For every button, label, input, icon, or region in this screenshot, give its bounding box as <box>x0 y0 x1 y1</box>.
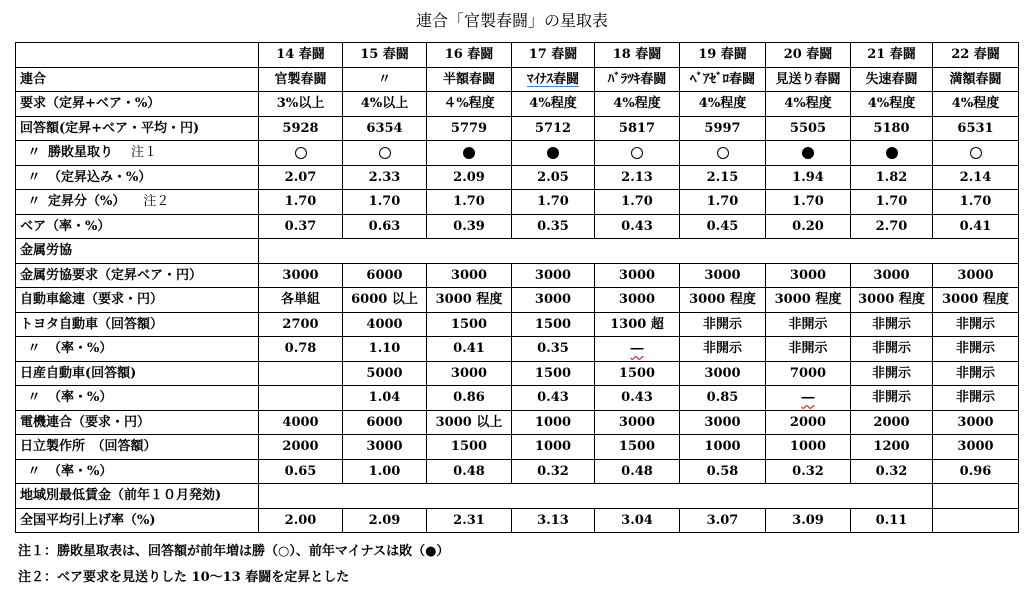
table-cell: 0.86 <box>427 386 512 411</box>
row-label-text: 日産自動車(回答額) <box>20 365 137 381</box>
row-label <box>16 386 259 411</box>
table-cell: 非開示 <box>766 337 851 362</box>
column-header: 21 春闘 <box>851 43 933 68</box>
row-label <box>16 459 259 484</box>
table-row <box>16 214 1019 239</box>
column-header: 22 春闘 <box>933 43 1019 68</box>
row-label <box>16 361 259 386</box>
table-cell: 非開示 <box>766 312 851 337</box>
table-cell: 3000 <box>933 263 1019 288</box>
table-cell: 3000 <box>427 263 512 288</box>
row-label <box>16 288 259 313</box>
table-cell <box>259 141 343 166</box>
table-cell <box>933 484 1019 509</box>
table-cell: 1000 <box>766 435 851 460</box>
column-header: 16 春闘 <box>427 43 512 68</box>
footnote-1: 注１：勝敗星取表は、回答額が前年増は勝（○）、前年マイナスは敗（●） <box>18 544 450 559</box>
table-cell: 0.58 <box>680 459 766 484</box>
table-cell: 4%程度 <box>766 92 851 117</box>
row-label-text: 金属労協 <box>20 243 73 259</box>
table-cell: 6531 <box>933 116 1019 141</box>
table-cell: ― <box>595 337 680 362</box>
table-row <box>16 165 1019 190</box>
table-cell: 1000 <box>512 410 595 435</box>
table-cell: 4%程度 <box>933 92 1019 117</box>
row-label-text: （率・%） <box>48 390 113 406</box>
table-cell: 0.43 <box>595 214 680 239</box>
table-cell: 3.04 <box>595 508 680 533</box>
table-row <box>16 410 1019 435</box>
row-label-text: 回答額(定昇+ベア・平均・円) <box>20 120 200 136</box>
ditto-mark: 〃 <box>27 145 41 161</box>
table-cell <box>766 141 851 166</box>
table-cell: 3000 程度 <box>766 288 851 313</box>
table-cell: 0.32 <box>512 459 595 484</box>
table-cell: 3000 <box>680 361 766 386</box>
table-cell: 1500 <box>512 312 595 337</box>
row-label <box>16 116 259 141</box>
table-cell: 非開示 <box>851 361 933 386</box>
table-cell: 7000 <box>766 361 851 386</box>
table-row <box>16 484 1019 509</box>
table-row <box>16 190 1019 215</box>
row-label <box>16 312 259 337</box>
loss-circle-icon <box>463 147 475 159</box>
table-cell: ４%程度 <box>427 92 512 117</box>
section-filler <box>259 239 1019 264</box>
table-cell <box>259 386 343 411</box>
table-cell: 1.70 <box>933 190 1019 215</box>
table-cell: 半額春闘 <box>427 67 512 92</box>
table-cell: 2000 <box>766 410 851 435</box>
table-cell: 0.39 <box>427 214 512 239</box>
row-label-text: 要求（定昇+ベア・%） <box>20 96 161 112</box>
table-cell: 3000 程度 <box>680 288 766 313</box>
table-cell: 非開示 <box>851 337 933 362</box>
table-cell: 3%以上 <box>259 92 343 117</box>
row-label <box>16 410 259 435</box>
table-cell: 6000 <box>343 410 427 435</box>
table-cell <box>851 141 933 166</box>
table-cell: 2.33 <box>343 165 427 190</box>
table-cell: 4000 <box>259 410 343 435</box>
table-cell: 0.63 <box>343 214 427 239</box>
table-cell <box>427 141 512 166</box>
table-cell: 6354 <box>343 116 427 141</box>
table-cell: 3000 <box>680 263 766 288</box>
table-cell: 3000 <box>512 263 595 288</box>
row-label <box>16 435 259 460</box>
table-cell: 1000 <box>512 435 595 460</box>
table-cell: 0.32 <box>851 459 933 484</box>
table-cell: 1000 <box>680 435 766 460</box>
table-cell: 0.78 <box>259 337 343 362</box>
table-cell: 1.10 <box>343 337 427 362</box>
table-cell: 3000 <box>680 410 766 435</box>
table-row <box>16 386 1019 411</box>
table-cell: 3.13 <box>512 508 595 533</box>
row-label-text: 自動車総連（要求・円） <box>20 292 164 308</box>
table-cell: 5712 <box>512 116 595 141</box>
row-label <box>16 141 259 166</box>
row-label <box>16 67 259 92</box>
table-cell: 3000 <box>512 288 595 313</box>
star-table <box>15 42 1019 533</box>
table-cell: 4%程度 <box>512 92 595 117</box>
table-cell: 2.09 <box>427 165 512 190</box>
row-label-text: 電機連合（要求・円） <box>20 414 151 430</box>
row-label-text: 勝敗星取り <box>48 145 114 161</box>
table-cell: 0.20 <box>766 214 851 239</box>
table-cell: 2.14 <box>933 165 1019 190</box>
table-cell: ﾊﾞﾗﾂｷ春闘 <box>595 67 680 92</box>
row-label <box>16 214 259 239</box>
table-cell: 0.11 <box>851 508 933 533</box>
table-cell: 4%程度 <box>680 92 766 117</box>
table-cell: 1.70 <box>595 190 680 215</box>
table-cell: 非開示 <box>933 361 1019 386</box>
row-label <box>16 92 259 117</box>
table-cell: 2700 <box>259 312 343 337</box>
table-cell: 0.96 <box>933 459 1019 484</box>
section-filler <box>259 484 933 509</box>
table-cell <box>933 141 1019 166</box>
table-cell: 1.70 <box>427 190 512 215</box>
header-row <box>16 43 1019 68</box>
table-cell: 1500 <box>427 312 512 337</box>
table-cell <box>595 141 680 166</box>
row-note: 注１ <box>131 145 158 161</box>
table-cell: 5505 <box>766 116 851 141</box>
table-cell: 1200 <box>851 435 933 460</box>
table-row <box>16 508 1019 533</box>
table-cell <box>259 361 343 386</box>
table-cell <box>933 508 1019 533</box>
table-cell: 0.65 <box>259 459 343 484</box>
row-note: 注２ <box>143 194 170 210</box>
table-cell: 3000 程度 <box>933 288 1019 313</box>
row-label-text: ベア（率・%） <box>20 218 111 234</box>
table-cell: 〃 <box>343 67 427 92</box>
table-cell: 失速春闘 <box>851 67 933 92</box>
table-row <box>16 459 1019 484</box>
table-row <box>16 141 1019 166</box>
table-cell: 非開示 <box>680 312 766 337</box>
row-label <box>16 239 259 264</box>
table-cell: 4%程度 <box>851 92 933 117</box>
table-cell: 1.00 <box>343 459 427 484</box>
table-cell: 非開示 <box>851 312 933 337</box>
table-row <box>16 67 1019 92</box>
table-row <box>16 239 1019 264</box>
table-cell: 0.37 <box>259 214 343 239</box>
table-cell: 2000 <box>259 435 343 460</box>
table-cell: 5000 <box>343 361 427 386</box>
table-cell: 2.15 <box>680 165 766 190</box>
table-cell: 1.70 <box>343 190 427 215</box>
table-cell: 2.31 <box>427 508 512 533</box>
table-cell <box>343 141 427 166</box>
table-row <box>16 337 1019 362</box>
table-cell: 非開示 <box>933 337 1019 362</box>
table-cell: 1500 <box>595 435 680 460</box>
loss-circle-icon <box>547 147 559 159</box>
table-cell: 各単組 <box>259 288 343 313</box>
ditto-mark: 〃 <box>27 341 41 357</box>
table-cell: 2.05 <box>512 165 595 190</box>
table-cell: 5928 <box>259 116 343 141</box>
table-cell: 1500 <box>595 361 680 386</box>
row-label <box>16 337 259 362</box>
table-cell: 3000 <box>933 435 1019 460</box>
header-blank <box>16 43 259 68</box>
table-cell: 非開示 <box>933 386 1019 411</box>
table-cell: 3000 <box>595 410 680 435</box>
table-cell: 0.41 <box>427 337 512 362</box>
win-circle-icon <box>295 147 307 159</box>
table-cell: 3.07 <box>680 508 766 533</box>
row-label-text: 日立製作所 （回答額） <box>20 439 157 455</box>
table-cell: 3000 程度 <box>851 288 933 313</box>
table-cell: ― <box>766 386 851 411</box>
table-cell: 0.35 <box>512 214 595 239</box>
table-cell: 1.70 <box>851 190 933 215</box>
table-cell: 3.09 <box>766 508 851 533</box>
table-cell: 1.82 <box>851 165 933 190</box>
table-cell: 3000 <box>933 410 1019 435</box>
row-label-text: 金属労協要求（定昇ベア・円） <box>20 267 203 283</box>
table-cell: 3000 <box>343 435 427 460</box>
loss-circle-icon <box>886 147 898 159</box>
table-row <box>16 312 1019 337</box>
table-cell: 4%以上 <box>343 92 427 117</box>
row-label-text: トヨタ自動車（回答額） <box>20 316 164 332</box>
table-cell: 1.04 <box>343 386 427 411</box>
table-cell: 2.00 <box>259 508 343 533</box>
column-header: 15 春闘 <box>343 43 427 68</box>
row-label-text: 連合 <box>20 71 47 87</box>
ditto-mark: 〃 <box>27 169 41 185</box>
row-label <box>16 484 259 509</box>
table-cell: 3000 程度 <box>427 288 512 313</box>
table-row <box>16 288 1019 313</box>
row-label <box>16 190 259 215</box>
table-cell: 6000 以上 <box>343 288 427 313</box>
row-label <box>16 508 259 533</box>
table-cell: 4%程度 <box>595 92 680 117</box>
row-label-text: 地域別最低賃金（前年１０月発効) <box>20 488 222 504</box>
table-cell: 5997 <box>680 116 766 141</box>
row-label-text: （定昇込み・%） <box>48 169 152 185</box>
row-label-text: （率・%） <box>48 341 113 357</box>
table-cell: ﾏｲﾅｽ春闘 <box>512 67 595 92</box>
table-cell: 1.70 <box>680 190 766 215</box>
table-cell: 6000 <box>343 263 427 288</box>
table-cell: 5817 <box>595 116 680 141</box>
table-cell: 見送り春闘 <box>766 67 851 92</box>
table-cell: 0.48 <box>427 459 512 484</box>
table-cell: 3000 <box>259 263 343 288</box>
table-cell: 非開示 <box>851 386 933 411</box>
table-cell: 0.45 <box>680 214 766 239</box>
page-title: 連合「官製春闘」の星取表 <box>415 11 608 30</box>
column-header: 18 春闘 <box>595 43 680 68</box>
table-cell <box>680 141 766 166</box>
loss-circle-icon <box>802 147 814 159</box>
table-cell: 0.35 <box>512 337 595 362</box>
win-circle-icon <box>717 147 729 159</box>
table-cell: 1.94 <box>766 165 851 190</box>
table-cell: 3000 <box>851 263 933 288</box>
table-cell: 2.70 <box>851 214 933 239</box>
table-cell: 3000 以上 <box>427 410 512 435</box>
table-row <box>16 116 1019 141</box>
table-cell: 0.32 <box>766 459 851 484</box>
row-label <box>16 165 259 190</box>
win-circle-icon <box>631 147 643 159</box>
table-cell: ﾍﾞｱｾﾞﾛ春闘 <box>680 67 766 92</box>
table-row <box>16 263 1019 288</box>
column-header: 17 春闘 <box>512 43 595 68</box>
table-cell: 1500 <box>427 435 512 460</box>
table-cell: 1.70 <box>766 190 851 215</box>
table-cell: 5180 <box>851 116 933 141</box>
row-label-text: 全国平均引上げ率（%) <box>20 512 156 528</box>
table-cell: 満額春闘 <box>933 67 1019 92</box>
table-cell: 5779 <box>427 116 512 141</box>
win-circle-icon <box>379 147 391 159</box>
table-cell: 0.41 <box>933 214 1019 239</box>
table-cell <box>512 141 595 166</box>
table-cell: 2000 <box>851 410 933 435</box>
column-header: 19 春闘 <box>680 43 766 68</box>
table-cell: 0.48 <box>595 459 680 484</box>
row-label <box>16 263 259 288</box>
table-cell: 2.13 <box>595 165 680 190</box>
table-cell: 3000 <box>766 263 851 288</box>
table-cell: 4000 <box>343 312 427 337</box>
row-label-text: 定昇分（%） <box>48 194 126 210</box>
table-cell: 0.85 <box>680 386 766 411</box>
table-row <box>16 361 1019 386</box>
table-cell: 1300 超 <box>595 312 680 337</box>
table-cell: 0.43 <box>595 386 680 411</box>
table-cell: 0.43 <box>512 386 595 411</box>
table-cell: 3000 <box>427 361 512 386</box>
table-cell: 2.09 <box>343 508 427 533</box>
table-cell: 3000 <box>595 288 680 313</box>
ditto-mark: 〃 <box>27 194 41 210</box>
table-row <box>16 435 1019 460</box>
column-header: 14 春闘 <box>259 43 343 68</box>
column-header: 20 春闘 <box>766 43 851 68</box>
row-label-text: （率・%） <box>48 463 113 479</box>
ditto-mark: 〃 <box>27 390 41 406</box>
footnote-2: 注２：ベア要求を見送りした 10～13 春闘を定昇とした <box>18 570 350 585</box>
table-cell: 3000 <box>595 263 680 288</box>
table-cell: 2.07 <box>259 165 343 190</box>
table-cell: 1.70 <box>512 190 595 215</box>
table-cell: 1.70 <box>259 190 343 215</box>
table-cell: 非開示 <box>933 312 1019 337</box>
win-circle-icon <box>970 147 982 159</box>
table-cell: 1500 <box>512 361 595 386</box>
ditto-mark: 〃 <box>27 463 41 479</box>
table-cell: 官製春闘 <box>259 67 343 92</box>
table-row <box>16 92 1019 117</box>
table-cell: 非開示 <box>680 337 766 362</box>
